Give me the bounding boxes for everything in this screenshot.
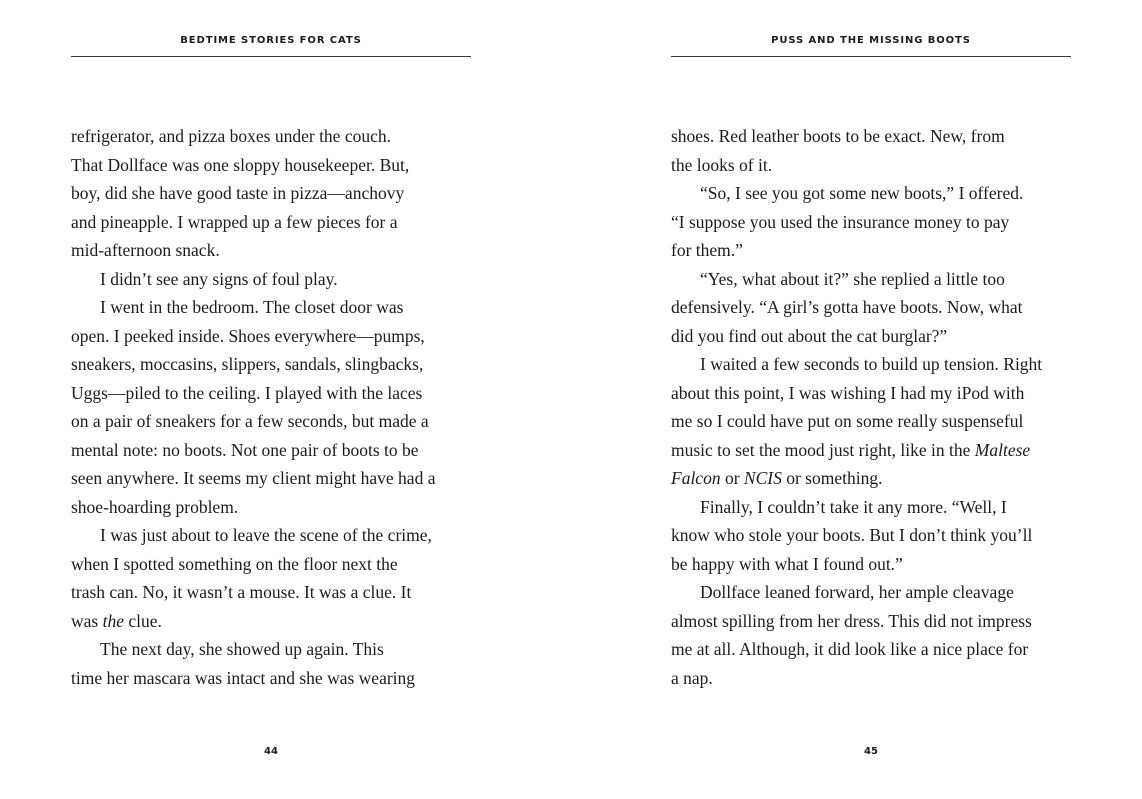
running-head: BEDTIME STORIES FOR CATS: [180, 35, 362, 46]
text-line: [71, 236, 471, 265]
text-segment: The next day, she showed up again. This: [100, 639, 384, 659]
text-segment: or something.: [781, 468, 883, 488]
text-segment: I waited a few seconds to build up tension. Right: [700, 354, 1043, 374]
text-segment: I was just about to leave the scene of the crime,: [100, 525, 432, 545]
text-segment: a nap.: [671, 667, 713, 688]
header-rule: [671, 56, 1071, 57]
text-segment: defensively. “A girl’s gotta have boots. Now, what: [671, 297, 1023, 317]
text-line: [71, 436, 471, 465]
text-line: [71, 407, 471, 436]
text-segment: did you find out about the cat burglar?”: [671, 325, 948, 346]
text-segment: know who stole your boots. But I don’t think you’ll: [671, 525, 1033, 545]
text-line: [671, 436, 1071, 465]
text-line: [671, 179, 1071, 208]
text-line: [71, 664, 471, 693]
text-line: [71, 293, 471, 322]
text-line: [671, 322, 1071, 351]
text-line: [671, 664, 1071, 693]
text-line: [671, 293, 1071, 322]
text-segment: “Yes, what about it?” she replied a little too: [700, 268, 1005, 289]
text-segment: and pineapple. I wrapped up a few pieces for a: [71, 211, 398, 232]
text-segment: I went in the bedroom. The closet door was: [100, 297, 404, 317]
text-line: [71, 464, 471, 493]
text-segment: sneakers, moccasins, slippers, sandals, slingbacks,: [71, 354, 424, 374]
text-segment: trash can. No, it wasn’t a mouse. It was a clue. It: [71, 582, 412, 602]
text-line: [71, 208, 471, 237]
text-segment: about this point, I was wishing I had my iPod with: [671, 382, 1025, 403]
header-rule: [71, 56, 471, 57]
italic-text: Maltese: [974, 439, 1031, 460]
page-number: 45: [864, 746, 878, 757]
text-segment: seen anywhere. It seems my client might have had a: [71, 468, 436, 488]
text-segment: clue.: [123, 610, 162, 631]
text-segment: the looks of it.: [671, 154, 773, 175]
right-page: [671, 0, 1071, 799]
text-segment: “So, I see you got some new boots,” I offered.: [700, 183, 1024, 203]
text-line: [671, 208, 1071, 237]
text-line: [671, 151, 1071, 180]
italic-text: the: [102, 610, 124, 631]
text-line: [671, 550, 1071, 579]
text-segment: I didn’t see any signs of foul play.: [100, 268, 338, 289]
text-line: [671, 493, 1071, 522]
text-segment: Finally, I couldn’t take it any more. “Well, I: [700, 496, 1007, 517]
text-line: [71, 122, 471, 151]
text-line: [671, 236, 1071, 265]
text-line: [671, 350, 1071, 379]
text-line: [671, 578, 1071, 607]
text-line: [671, 379, 1071, 408]
text-segment: open. I peeked inside. Shoes everywhere—pumps,: [71, 325, 425, 346]
text-segment: time her mascara was intact and she was wearing: [71, 667, 416, 688]
text-segment: almost spilling from her dress. This did not impress: [671, 610, 1032, 631]
text-line: [71, 607, 471, 636]
text-line: [71, 635, 471, 664]
text-line: [71, 350, 471, 379]
text-segment: shoe-hoarding problem.: [71, 496, 239, 517]
text-segment: shoes. Red leather boots to be exact. New, from: [671, 126, 1005, 146]
text-segment: Dollface leaned forward, her ample cleavage: [700, 582, 1014, 602]
text-line: [71, 550, 471, 579]
text-line: [671, 265, 1071, 294]
text-segment: was: [71, 610, 103, 631]
text-segment: on a pair of sneakers for a few seconds, but made a: [71, 411, 429, 431]
text-segment: for them.”: [671, 240, 743, 260]
body-text: [671, 122, 1071, 692]
text-line: [71, 578, 471, 607]
body-text: [71, 122, 471, 692]
text-segment: when I spotted something on the floor next the: [71, 553, 398, 574]
text-segment: That Dollface was one sloppy housekeeper. But,: [71, 154, 410, 175]
text-line: [671, 464, 1071, 493]
text-line: [671, 607, 1071, 636]
text-line: [71, 521, 471, 550]
text-line: [71, 322, 471, 351]
text-segment: me so I could have put on some really suspenseful: [671, 411, 1024, 431]
running-head: PUSS AND THE MISSING BOOTS: [771, 35, 971, 46]
text-segment: “I suppose you used the insurance money to pay: [671, 211, 1010, 232]
text-line: [671, 635, 1071, 664]
text-line: [671, 122, 1071, 151]
text-line: [71, 179, 471, 208]
text-segment: boy, did she have good taste in pizza—anchovy: [71, 183, 405, 203]
text-segment: or: [720, 468, 744, 488]
text-segment: mid-afternoon snack.: [71, 240, 220, 260]
text-line: [71, 265, 471, 294]
text-segment: mental note: no boots. Not one pair of boots to be: [71, 439, 419, 460]
text-line: [671, 407, 1071, 436]
page-number: 44: [264, 746, 278, 757]
text-segment: Uggs—piled to the ceiling. I played with the laces: [71, 382, 423, 403]
left-page: [71, 0, 471, 799]
text-segment: me at all. Although, it did look like a nice place for: [671, 639, 1029, 659]
text-line: [71, 151, 471, 180]
text-line: [71, 379, 471, 408]
text-segment: be happy with what I found out.”: [671, 553, 903, 574]
text-line: [671, 521, 1071, 550]
italic-text: NCIS: [743, 468, 782, 488]
text-segment: music to set the mood just right, like in the: [671, 439, 975, 460]
italic-text: Falcon: [671, 468, 721, 488]
text-line: [71, 493, 471, 522]
text-segment: refrigerator, and pizza boxes under the couch.: [71, 126, 391, 146]
